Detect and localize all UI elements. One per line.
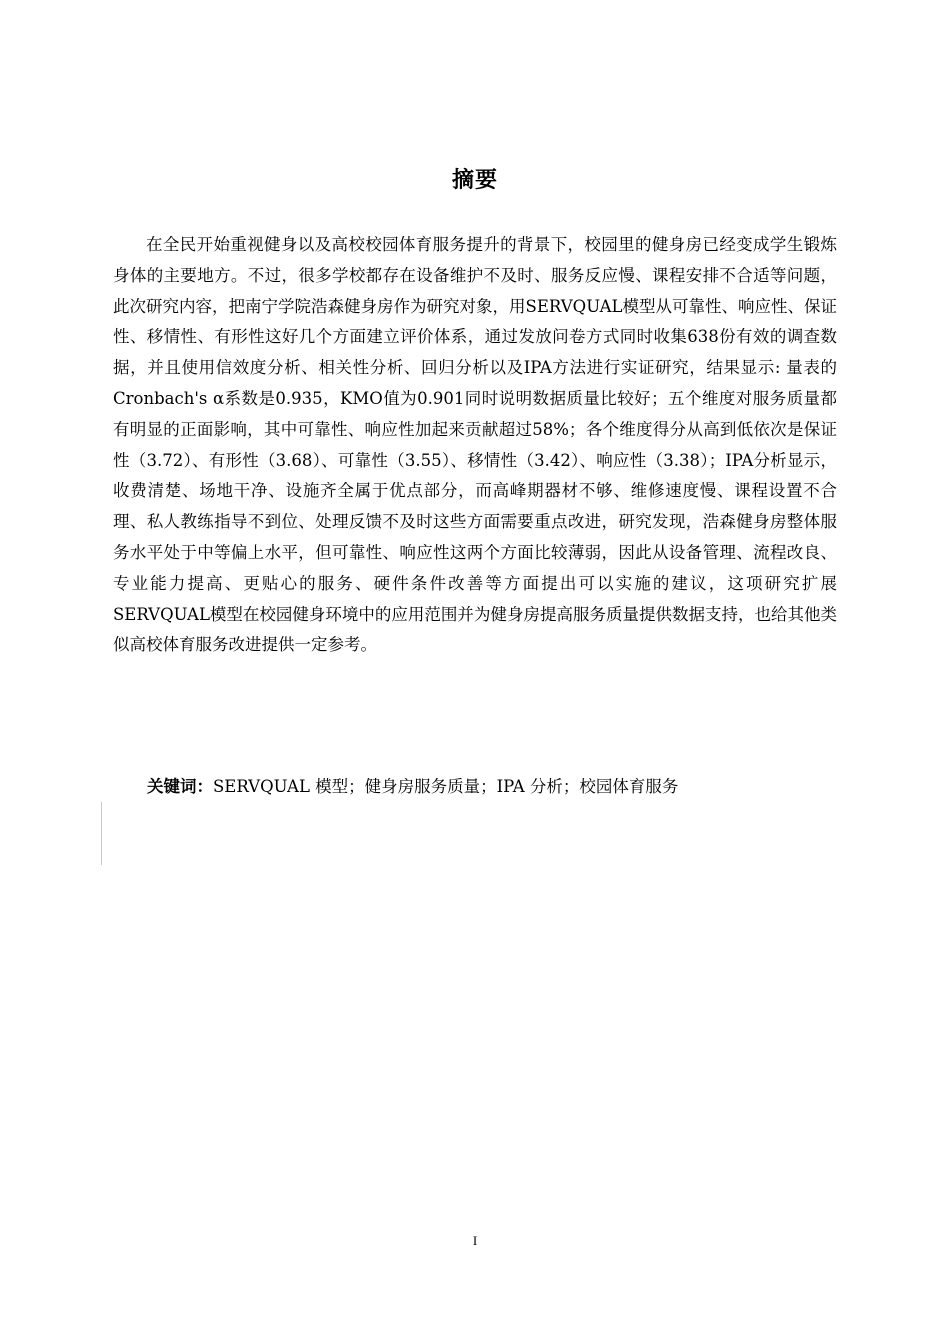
keywords-text: SERVQUAL 模型；健身房服务质量；IPA 分析；校园体育服务 bbox=[213, 777, 679, 796]
abstract-title: 摘要 bbox=[451, 168, 498, 193]
keywords-label: 关键词： bbox=[147, 777, 213, 796]
keywords-line bbox=[147, 772, 837, 802]
page-number: I bbox=[472, 1233, 478, 1248]
text-cursor-marker bbox=[101, 802, 102, 865]
abstract-body: 在全民开始重视健身以及高校校园体育服务提升的背景下，校园里的健身房已经变成学生锻炼身体的主要地方。不过，很多学校都存在设备维护不及时、服务反应慢、课程安排不合适等问题，此次研究内容，把南宁学院浩森健身房作为研究对象，用SERVQUAL模型从可靠性、响应性、保证性、移情性、有形性这好几个方面建立评价体系，通过发放问卷方式同时收集638份有效的调查数据，并且使用信效度分析、相关性分析、回归分析以及IPA方法进行实证研究，结果显示: 量表的Cronbach's α系数是0.935，KMO值为0.901同时说明数据质量比较好；五个维度对服务质量都有明显的正面影响，其中可靠性、响应性加起来贡献超过58%；各个维度得分从高到低依次是保证性（3.72）、有形性（3.68）、可靠性（3.55）、移情性（3.42）、响应性（3.38）；IPA分析显示，收费清楚、场地干净、设施齐全属于优点部分，而高峰期器材不够、维修速度慢、课程设置不合理、私人教练指导不到位、处理反馈不及时这些方面需要重点改进，研究发现，浩森健身房整体服务水平处于中等偏上水平，但可靠性、响应性这两个方面比较薄弱，因此从设备管理、流程改良、专业能力提高、更贴心的服务、硬件条件改善等方面提出可以实施的建议，这项研究扩展SERVQUAL模型在校园健身环境中的应用范围并为健身房提高服务质量提供数据支持，也给其他类似高校体育服务改进提供一定参考。 bbox=[113, 235, 837, 655]
